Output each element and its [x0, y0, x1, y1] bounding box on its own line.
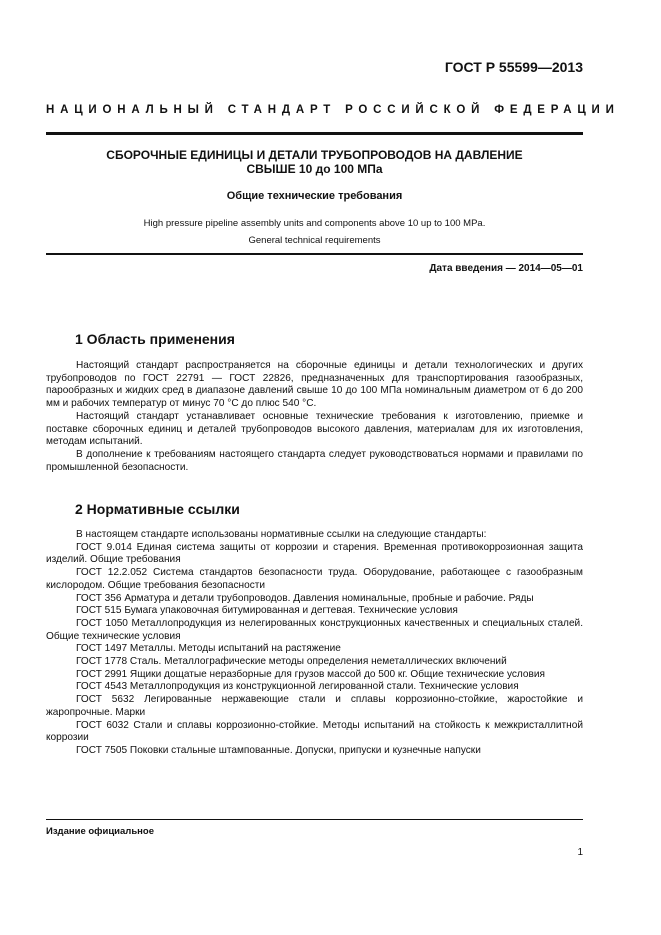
- title-line-1: СБОРОЧНЫЕ ЕДИНИЦЫ И ДЕТАЛИ ТРУБОПРОВОДОВ НА ДАВЛЕНИЕ: [106, 148, 523, 162]
- national-standard-banner: НАЦИОНАЛЬНЫЙ СТАНДАРТ РОССИЙСКОЙ ФЕДЕРАЦИИ: [46, 104, 620, 116]
- reference-item: ГОСТ 7505 Поковки стальные штампованные. Допуски, припуски и кузнечные напуски: [76, 744, 481, 756]
- official-edition-label: Издание официальное: [46, 826, 154, 837]
- english-title-line-2: General technical requirements: [248, 235, 381, 246]
- reference-item: ГОСТ 6032 Стали и сплавы коррозионно-стойкие. Методы испытаний на стойкость к межкристаллитной коррозии: [46, 719, 583, 744]
- reference-item: ГОСТ 5632 Легированные нержавеющие стали и сплавы коррозионно-стойкие, жаростойкие и жаропрочные. Марки: [46, 694, 583, 718]
- section-2-body: [46, 529, 583, 758]
- section-1-body: [46, 360, 583, 474]
- reference-item: ГОСТ 9.014 Единая система защиты от коррозии и старения. Временная противокоррозионная защита изделий. Общие требования: [46, 541, 583, 566]
- section-1-heading: 1 Область применения: [75, 331, 235, 347]
- reference-item: ГОСТ 1050 Металлопродукция из нелегированных конструкционных качественных и специальных сталей. Общие технические условия: [46, 617, 583, 642]
- references-intro: В настоящем стандарте использованы нормативные ссылки на следующие стандарты:: [76, 529, 487, 540]
- reference-item: ГОСТ 2991 Ящики дощатые неразборные для грузов массой до 500 кг. Общие технические условия: [76, 668, 546, 680]
- page-number: 1: [577, 847, 583, 858]
- reference-item: ГОСТ 4543 Металлопродукция из конструкционной легированной стали. Технические условия: [76, 681, 519, 693]
- introduction-date: Дата введения — 2014—05—01: [429, 263, 583, 274]
- reference-item: ГОСТ 12.2.052 Система стандартов безопасности труда. Оборудование, работающее с газообразным кислородом. Общие требования безопасности: [46, 567, 583, 591]
- footer-divider: [46, 819, 583, 820]
- english-title-line-1: High pressure pipeline assembly units and components above 10 up to 100 MPa.: [143, 218, 486, 229]
- paragraph: Настоящий стандарт устанавливает основные технические требования к изготовлению, приемке и поставке сборочных единиц и деталей трубопроводов высокого давления, материалам для их изготовления, методам испытаний.: [46, 410, 583, 448]
- reference-item: ГОСТ 356 Арматура и детали трубопроводов. Давления номинальные, пробные и рабочие. Ряды: [76, 592, 534, 604]
- reference-item: ГОСТ 515 Бумага упаковочная битумированная и дегтевая. Технические условия: [76, 605, 458, 617]
- reference-item: ГОСТ 1497 Металлы. Методы испытаний на растяжение: [76, 643, 341, 655]
- title-block: [46, 148, 583, 249]
- header-divider: [46, 132, 583, 135]
- title-divider: [46, 253, 583, 255]
- reference-item: ГОСТ 1778 Сталь. Металлографические методы определения неметаллических включений: [76, 656, 507, 668]
- subtitle: Общие технические требования: [226, 190, 403, 202]
- section-2-heading: 2 Нормативные ссылки: [75, 501, 240, 517]
- document-code: ГОСТ Р 55599—2013: [444, 59, 583, 75]
- paragraph: В дополнение к требованиям настоящего стандарта следует руководствоваться нормами и правилами по промышленной безопасности.: [46, 448, 583, 473]
- paragraph: Настоящий стандарт распространяется на сборочные единицы и детали технологических и других трубопроводов по ГОСТ 22791 — ГОСТ 22826, предназначенных для транспортирования газообразных, парообразных и жидких сред в диапазоне давлений свыше 10 до 100 МПа номинальным диаметром от 6 до 200 мм и рабочих температур от минус 70 °С до плюс 540 °С.: [46, 360, 583, 410]
- title-line-2: СВЫШЕ 10 до 100 МПа: [246, 162, 383, 176]
